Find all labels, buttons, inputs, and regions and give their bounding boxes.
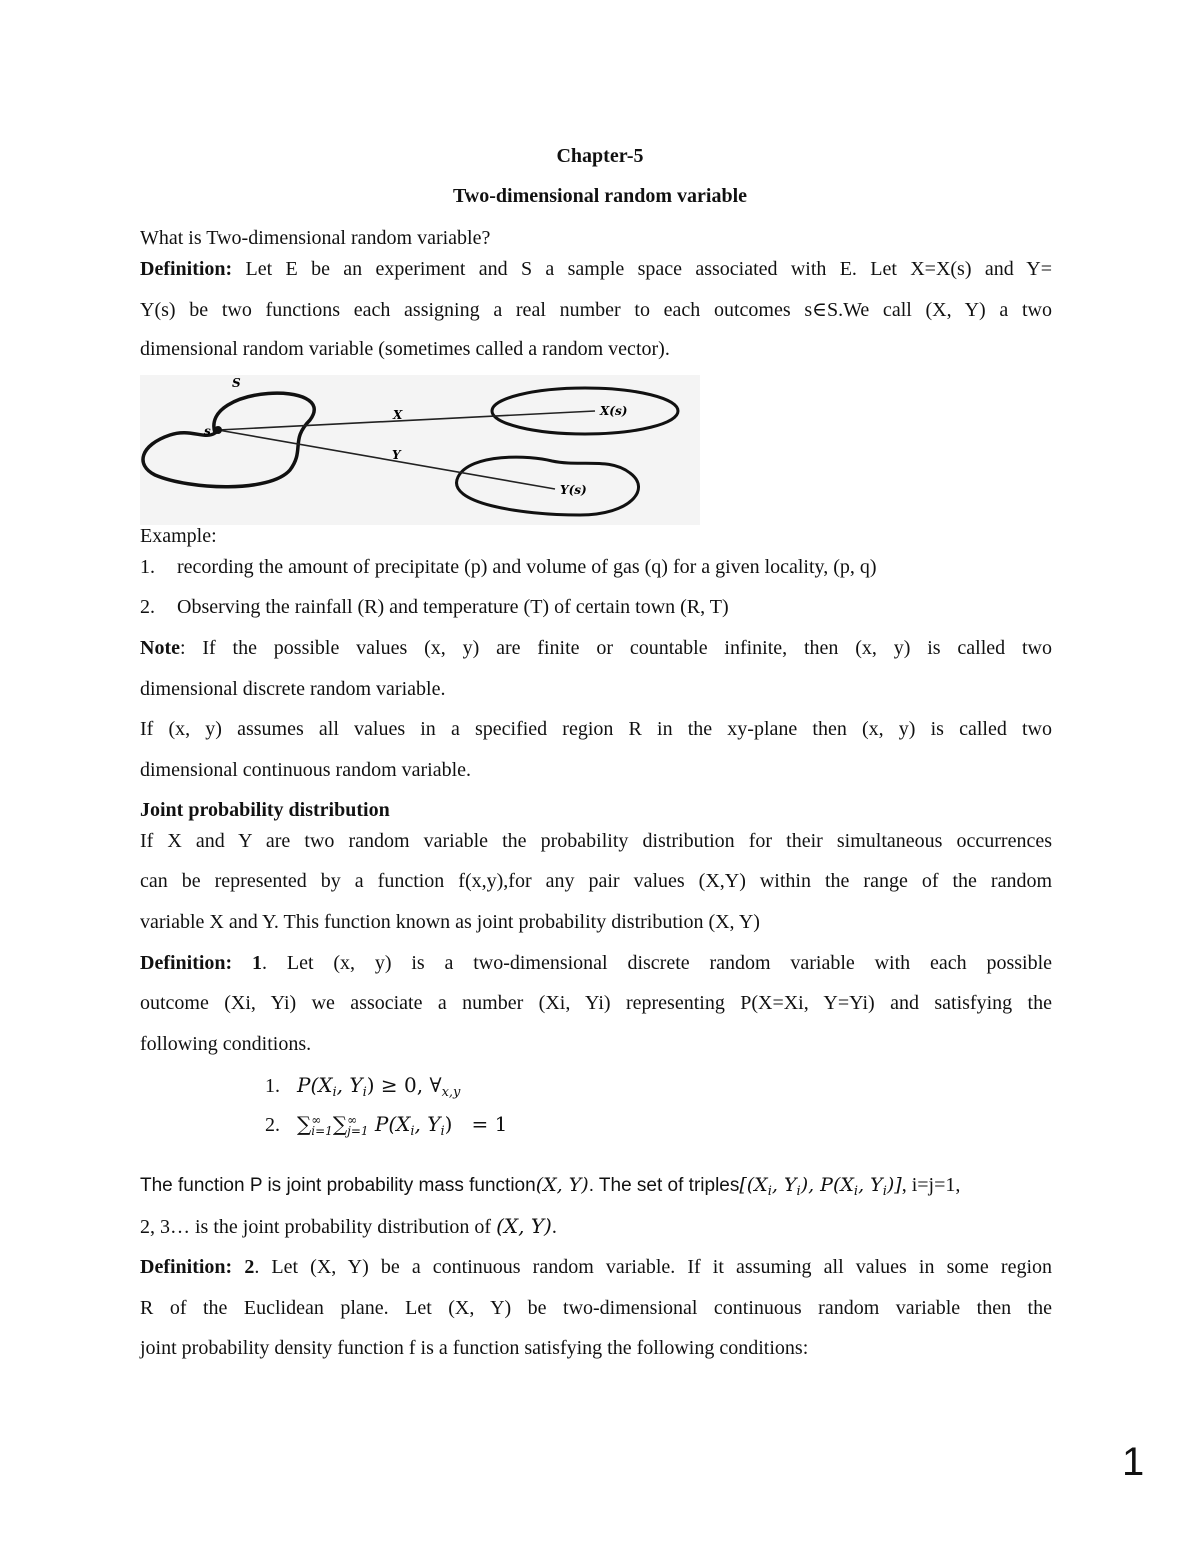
- definition2-line-2: R of the Euclidean plane. Let (X, Y) be two-dimensional continuous random variable then the: [140, 1297, 1052, 1319]
- note-label: Note: [140, 637, 180, 659]
- page-number: 1: [1122, 1440, 1145, 1484]
- label-Xs: X(s): [600, 404, 628, 418]
- example-item-2: [140, 596, 729, 619]
- formula-sub: i: [853, 1184, 859, 1199]
- sum-limits: [311, 1112, 333, 1138]
- formula-sub: i: [767, 1184, 772, 1199]
- formula-sub: i: [796, 1184, 801, 1199]
- label-Ys: Y(s): [560, 483, 587, 497]
- definition-line-3: dimensional random variable (sometimes called a random vector).: [140, 338, 670, 360]
- formula-sub: x,y: [441, 1085, 461, 1100]
- pmf-text: . The set of triples: [588, 1175, 740, 1196]
- formula-part: , Y: [858, 1174, 883, 1196]
- joint-line-3: variable X and Y. This function known as joint probability distribution (X, Y): [140, 911, 760, 933]
- formula-part: P(X: [374, 1112, 411, 1136]
- example-item-text: recording the amount of precipitate (p) and volume of gas (q) for a given locality, (p, q): [177, 556, 877, 578]
- note-text-1: : If the possible values (x, y) are finite or countable infinite, then (x, y) is called two: [179, 637, 1052, 659]
- definition-label: Definition:: [140, 258, 233, 280]
- formula-part: , Y: [336, 1073, 363, 1097]
- sum-limits: [347, 1112, 369, 1138]
- pmf-line-1: [140, 1174, 960, 1199]
- formula-part: ) = 1: [444, 1112, 508, 1136]
- mapping-diagram: [140, 375, 700, 525]
- sum-upper: ∞: [311, 1112, 322, 1127]
- definition2-line-3: joint probability density function f is a function satisfying the following conditions:: [140, 1337, 809, 1359]
- pmf-text: The function P is joint probability mass function: [140, 1175, 536, 1196]
- condition-1: [265, 1073, 460, 1100]
- condition-2-number: 2.: [265, 1114, 280, 1136]
- pmf-triple-formula: [739, 1174, 902, 1199]
- note-line-1: [140, 637, 1052, 660]
- formula-part: )]: [886, 1174, 902, 1196]
- sum-upper: ∞: [347, 1112, 358, 1127]
- definition1-text-1: . Let (x, y) is a two-dimensional discrete random variable with each possible: [262, 952, 1052, 974]
- formula-sub: i: [332, 1085, 337, 1100]
- formula-part: P(X: [297, 1073, 333, 1097]
- formula-part: [(X: [739, 1174, 768, 1196]
- question-line: What is Two-dimensional random variable?: [140, 227, 491, 249]
- pmf-text: , i=j=1,: [901, 1174, 961, 1196]
- note-line-2: dimensional discrete random variable.: [140, 678, 446, 700]
- definition-text-1: Let E be an experiment and S a sample space associated with E. Let X=X(s) and Y=: [245, 258, 1052, 280]
- formula-sub: i: [440, 1124, 445, 1139]
- definition1-label: Definition: 1: [140, 952, 263, 974]
- example-item-text: Observing the rainfall (R) and temperature (T) of certain town (R, T): [177, 596, 729, 618]
- note-line-4: dimensional continuous random variable.: [140, 759, 472, 781]
- label-S: S: [232, 376, 241, 390]
- joint-line-2: can be represented by a function f(x,y),for any pair values (X,Y) within the range of the random: [140, 870, 1052, 892]
- definition1-line-2: outcome (Xi, Yi) we associate a number (Xi, Yi) representing P(X=Xi, Y=Yi) and satisfying the: [140, 992, 1052, 1014]
- label-X: X: [393, 408, 403, 422]
- note-line-3: If (x, y) assumes all values in a specified region R in the xy-plane then (x, y) is called two: [140, 718, 1052, 740]
- definition-line-1: [140, 258, 1052, 281]
- condition-2-formula: [297, 1112, 508, 1139]
- formula-sub: i: [362, 1085, 367, 1100]
- definition-line-2: Y(s) be two functions each assigning a real number to each outcomes s∈S.We call (X, Y) a two: [140, 299, 1052, 321]
- formula-sub: i: [410, 1124, 415, 1139]
- condition-2: [265, 1112, 507, 1139]
- definition1-line-1: [140, 952, 1052, 975]
- diagram-background: [140, 375, 700, 525]
- example-item-number: 2.: [140, 596, 155, 618]
- formula-part: , Y: [771, 1174, 797, 1196]
- sum-symbol: ∑: [332, 1112, 348, 1136]
- example-label: Example:: [140, 525, 217, 547]
- outcome-point: [214, 426, 222, 434]
- sum-lower: j=1: [347, 1123, 369, 1138]
- joint-heading: Joint probability distribution: [140, 799, 390, 821]
- formula-part: , Y: [414, 1112, 441, 1136]
- definition2-text-1: . Let (X, Y) be a continuous random variable. If it assuming all values in some region: [254, 1256, 1052, 1278]
- label-s: s: [204, 424, 211, 438]
- page-title: Two-dimensional random variable: [452, 185, 748, 207]
- condition-1-number: 1.: [265, 1075, 280, 1097]
- definition2-line-1: [140, 1256, 1052, 1279]
- definition2-label: Definition: 2: [140, 1256, 255, 1278]
- condition-1-formula: [297, 1073, 461, 1100]
- pmf-text: .: [551, 1216, 557, 1238]
- definition1-line-3: following conditions.: [140, 1033, 312, 1055]
- label-Y: Y: [392, 448, 401, 462]
- pmf-formula: (X, Y): [496, 1214, 552, 1238]
- formula-part: ) ≥ 0, ∀: [366, 1073, 442, 1097]
- pmf-formula: (X, Y): [535, 1174, 589, 1196]
- example-item-number: 1.: [140, 556, 155, 578]
- example-item-1: [140, 556, 877, 579]
- formula-part: ), P(X: [800, 1174, 854, 1196]
- pmf-text: 2, 3… is the joint probability distribution of: [140, 1216, 497, 1238]
- joint-line-1: If X and Y are two random variable the probability distribution for their simultaneous occurrences: [140, 830, 1052, 852]
- sum-lower: i=1: [311, 1123, 333, 1138]
- sum-symbol: ∑: [297, 1112, 312, 1136]
- chapter-heading: Chapter-5: [556, 145, 644, 167]
- formula-sub: i: [882, 1184, 887, 1199]
- pmf-line-2: [140, 1214, 557, 1239]
